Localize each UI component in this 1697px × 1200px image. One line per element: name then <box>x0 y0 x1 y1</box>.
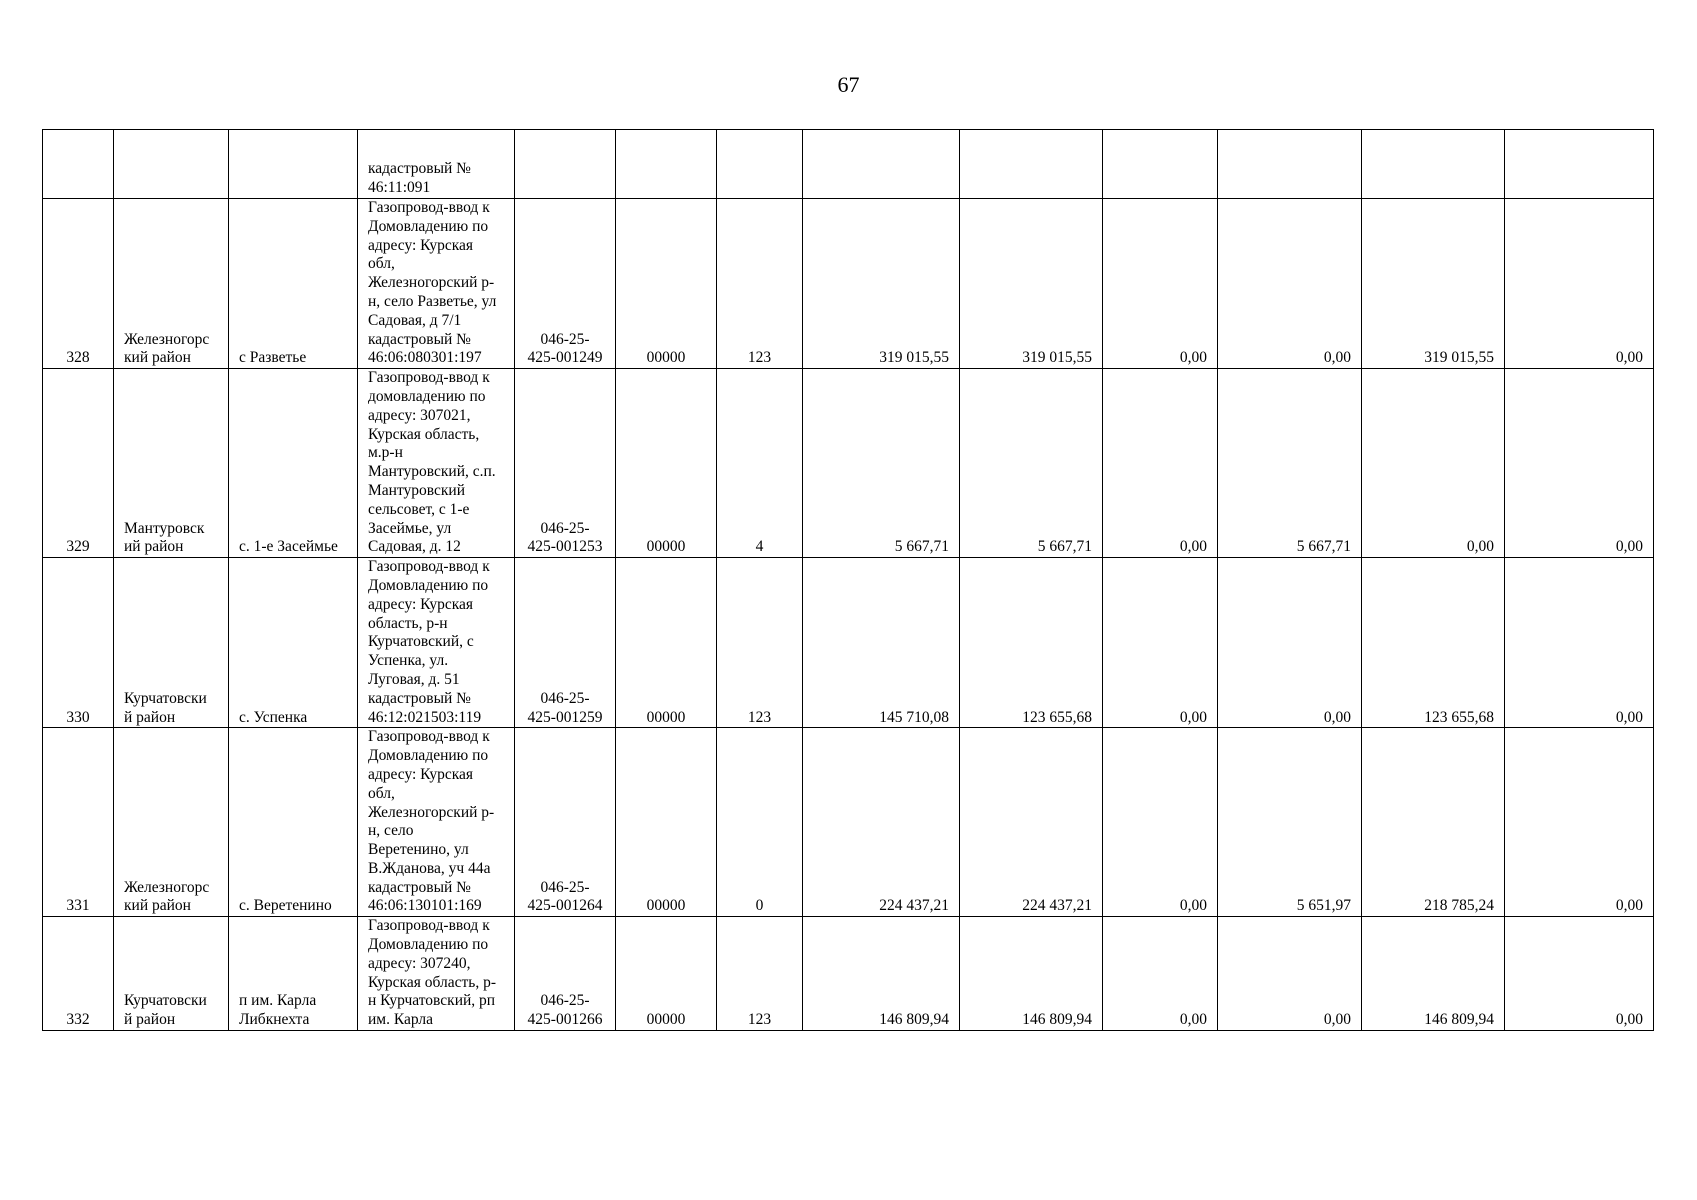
cell-value-4 <box>1218 130 1362 199</box>
cell-description: кадастровый № 46:11:091 <box>358 130 515 199</box>
cell-description: Газопровод-ввод к Домовладению по адресу: Курская область, р-н Курчатовский, с Успенка, ул. Луговая, д. 51 кадастровый № 46:12:021503:119 <box>358 558 515 728</box>
cell-okof: 00000 <box>616 917 717 1031</box>
cell-number: 328 <box>43 199 114 369</box>
cell-value-3 <box>1103 130 1218 199</box>
cell-number <box>43 130 114 199</box>
cell-value-3: 0,00 <box>1103 728 1218 917</box>
cell-value-2: 224 437,21 <box>960 728 1103 917</box>
cell-okof: 00000 <box>616 369 717 558</box>
cell-value-2 <box>960 130 1103 199</box>
cell-value-3: 0,00 <box>1103 917 1218 1031</box>
cell-number: 331 <box>43 728 114 917</box>
cell-locality: с Разветье <box>229 199 358 369</box>
cell-locality: с. 1-е Засеймье <box>229 369 358 558</box>
cell-code <box>515 130 616 199</box>
cell-value-1: 319 015,55 <box>803 199 960 369</box>
cell-locality: с. Успенка <box>229 558 358 728</box>
cell-value-5: 146 809,94 <box>1362 917 1505 1031</box>
cell-district: Мантуровск ий район <box>114 369 229 558</box>
cell-locality <box>229 130 358 199</box>
cell-value-6: 0,00 <box>1505 728 1654 917</box>
cell-district: Железногорс кий район <box>114 199 229 369</box>
cell-count: 4 <box>717 369 803 558</box>
cell-value-4: 0,00 <box>1218 558 1362 728</box>
cell-locality: с. Веретенино <box>229 728 358 917</box>
cell-number: 332 <box>43 917 114 1031</box>
cell-count: 123 <box>717 199 803 369</box>
table-row <box>43 558 1654 728</box>
cell-okof: 00000 <box>616 199 717 369</box>
cell-value-3: 0,00 <box>1103 558 1218 728</box>
cell-count: 123 <box>717 558 803 728</box>
cell-value-6: 0,00 <box>1505 917 1654 1031</box>
cell-locality: п им. Карла Либкнехта <box>229 917 358 1031</box>
cell-value-2: 319 015,55 <box>960 199 1103 369</box>
cell-code: 046-25- 425-001253 <box>515 369 616 558</box>
cell-value-5: 123 655,68 <box>1362 558 1505 728</box>
cell-code: 046-25- 425-001249 <box>515 199 616 369</box>
cell-count: 123 <box>717 917 803 1031</box>
cell-value-5: 218 785,24 <box>1362 728 1505 917</box>
cell-district: Курчатовски й район <box>114 558 229 728</box>
cell-value-1: 146 809,94 <box>803 917 960 1031</box>
cell-value-6: 0,00 <box>1505 558 1654 728</box>
cell-value-4: 5 651,97 <box>1218 728 1362 917</box>
cell-value-2: 146 809,94 <box>960 917 1103 1031</box>
cell-value-4: 0,00 <box>1218 917 1362 1031</box>
cell-number: 329 <box>43 369 114 558</box>
cell-count <box>717 130 803 199</box>
cell-value-3: 0,00 <box>1103 199 1218 369</box>
cell-district <box>114 130 229 199</box>
table-row <box>43 130 1654 199</box>
cell-value-2: 123 655,68 <box>960 558 1103 728</box>
cell-value-6 <box>1505 130 1654 199</box>
table-row <box>43 369 1654 558</box>
cell-code: 046-25- 425-001264 <box>515 728 616 917</box>
cell-value-1: 145 710,08 <box>803 558 960 728</box>
cell-okof <box>616 130 717 199</box>
cell-value-2: 5 667,71 <box>960 369 1103 558</box>
cell-code: 046-25- 425-001259 <box>515 558 616 728</box>
cell-code: 046-25- 425-001266 <box>515 917 616 1031</box>
table-row <box>43 728 1654 917</box>
cell-description: Газопровод-ввод к Домовладению по адресу: Курская обл, Железногорский р- н, село Разветье, ул Садовая, д 7/1 кадастровый № 46:06:080301:197 <box>358 199 515 369</box>
cell-value-5: 0,00 <box>1362 369 1505 558</box>
cell-value-1 <box>803 130 960 199</box>
cell-value-1: 224 437,21 <box>803 728 960 917</box>
cell-description: Газопровод-ввод к Домовладению по адресу: 307240, Курская область, р- н Курчатовский, рп им. Карла <box>358 917 515 1031</box>
cell-value-4: 0,00 <box>1218 199 1362 369</box>
cell-value-5 <box>1362 130 1505 199</box>
page-number: 67 <box>837 72 860 97</box>
cell-description: Газопровод-ввод к Домовладению по адресу: Курская обл, Железногорский р- н, село Веретенино, ул В.Жданова, уч 44а кадастровый № 46:06:130101:169 <box>358 728 515 917</box>
cell-value-1: 5 667,71 <box>803 369 960 558</box>
cell-count: 0 <box>717 728 803 917</box>
cell-value-3: 0,00 <box>1103 369 1218 558</box>
table-row <box>43 917 1654 1031</box>
cell-number: 330 <box>43 558 114 728</box>
table-row <box>43 199 1654 369</box>
cell-value-5: 319 015,55 <box>1362 199 1505 369</box>
registry-table <box>42 129 1654 1031</box>
cell-okof: 00000 <box>616 728 717 917</box>
cell-value-4: 5 667,71 <box>1218 369 1362 558</box>
cell-description: Газопровод-ввод к домовладению по адресу: 307021, Курская область, м.р-н Мантуровский, с.п. Мантуровский сельсовет, с 1-е Засеймье, ул Садовая, д. 12 <box>358 369 515 558</box>
cell-okof: 00000 <box>616 558 717 728</box>
cell-district: Курчатовски й район <box>114 917 229 1031</box>
cell-district: Железногорс кий район <box>114 728 229 917</box>
cell-value-6: 0,00 <box>1505 199 1654 369</box>
cell-value-6: 0,00 <box>1505 369 1654 558</box>
